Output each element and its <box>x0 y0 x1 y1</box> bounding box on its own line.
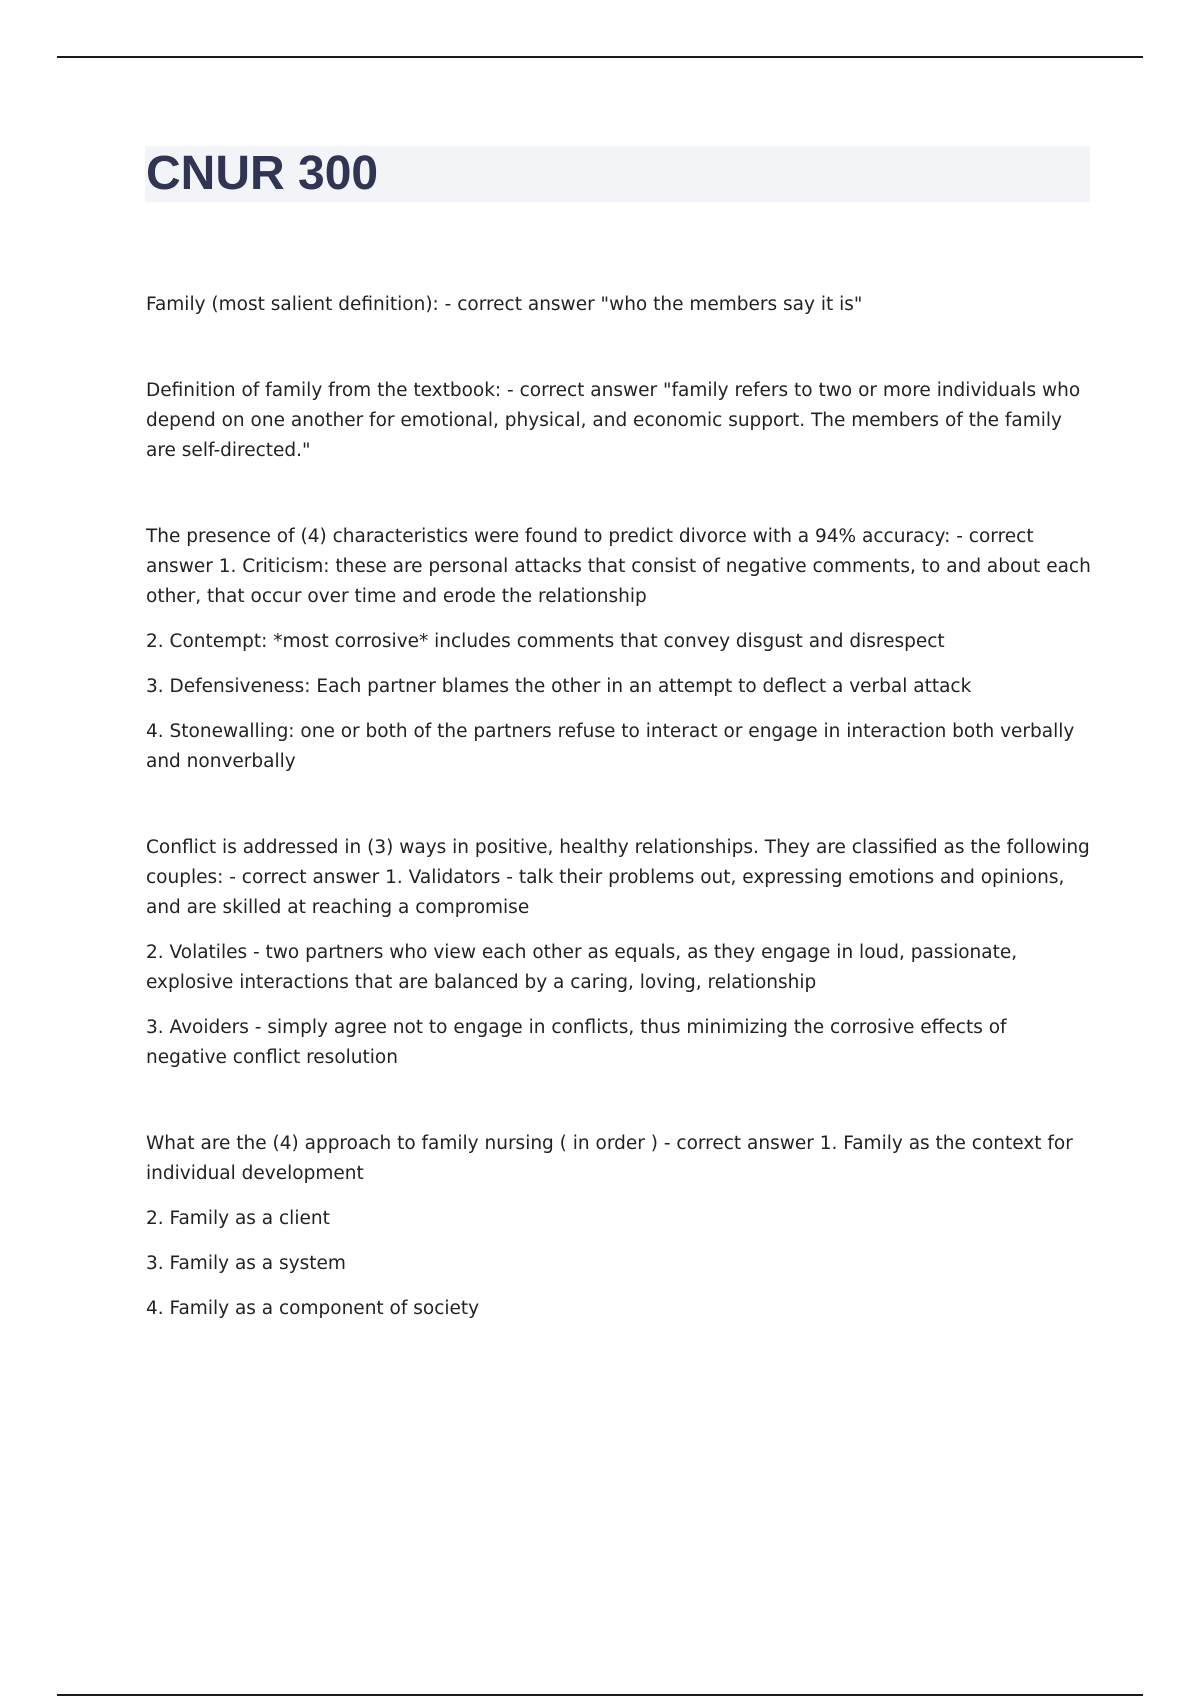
qa-list-item: 4. Stonewalling: one or both of the partners refuse to interact or engage in interaction both verbally and nonverbally <box>146 721 1075 772</box>
qa-list-item: 3. Avoiders - simply agree not to engage in conflicts, thus minimizing the corrosive effects of negative conflict resolution <box>146 1017 1007 1068</box>
page-title: CNUR 300 <box>146 147 379 200</box>
qa-list-item: 2. Family as a client <box>146 1208 330 1229</box>
qa-list-item: 2. Volatiles - two partners who view each other as equals, as they engage in loud, passionate, explosive interactions that are balanced by a caring, loving, relationship <box>146 942 1018 993</box>
qa-paragraph: The presence of (4) characteristics were found to predict divorce with a 94% accuracy: - correct answer 1. Criticism: these are personal attacks that consist of negative comments, to and about each other, that occur over time and erode the relationship <box>146 526 1091 607</box>
qa-list-item: 2. Contempt: *most corrosive* includes comments that convey disgust and disrespect <box>146 631 945 652</box>
qa-paragraph: Family (most salient definition): - correct answer "who the members say it is" <box>146 294 863 315</box>
qa-list-item: 3. Defensiveness: Each partner blames the other in an attempt to deflect a verbal attack <box>146 676 972 697</box>
qa-entry-family-nursing-approaches <box>146 1129 1091 1324</box>
document-body <box>146 290 1091 1380</box>
top-divider <box>57 56 1143 58</box>
qa-paragraph: Definition of family from the textbook: - correct answer "family refers to two or more individuals who depend on one another for emotional, physical, and economic support. The members of the family are self-directed." <box>146 380 1081 461</box>
qa-entry-conflict-couples <box>146 833 1091 1073</box>
bottom-divider <box>57 1694 1143 1696</box>
qa-entry-family-definition <box>146 290 1091 320</box>
qa-list-item: 3. Family as a system <box>146 1253 346 1274</box>
qa-paragraph: What are the (4) approach to family nursing ( in order ) - correct answer 1. Family as the context for individual development <box>146 1133 1073 1184</box>
qa-list-item: 4. Family as a component of society <box>146 1298 480 1319</box>
qa-entry-divorce-predictors <box>146 522 1091 777</box>
qa-entry-textbook-definition <box>146 376 1091 466</box>
qa-paragraph: Conflict is addressed in (3) ways in positive, healthy relationships. They are classified as the following couples: - correct answer 1. Validators - talk their problems out, expressing emotions and opinions, and are skilled at reaching a compromise <box>146 837 1090 918</box>
